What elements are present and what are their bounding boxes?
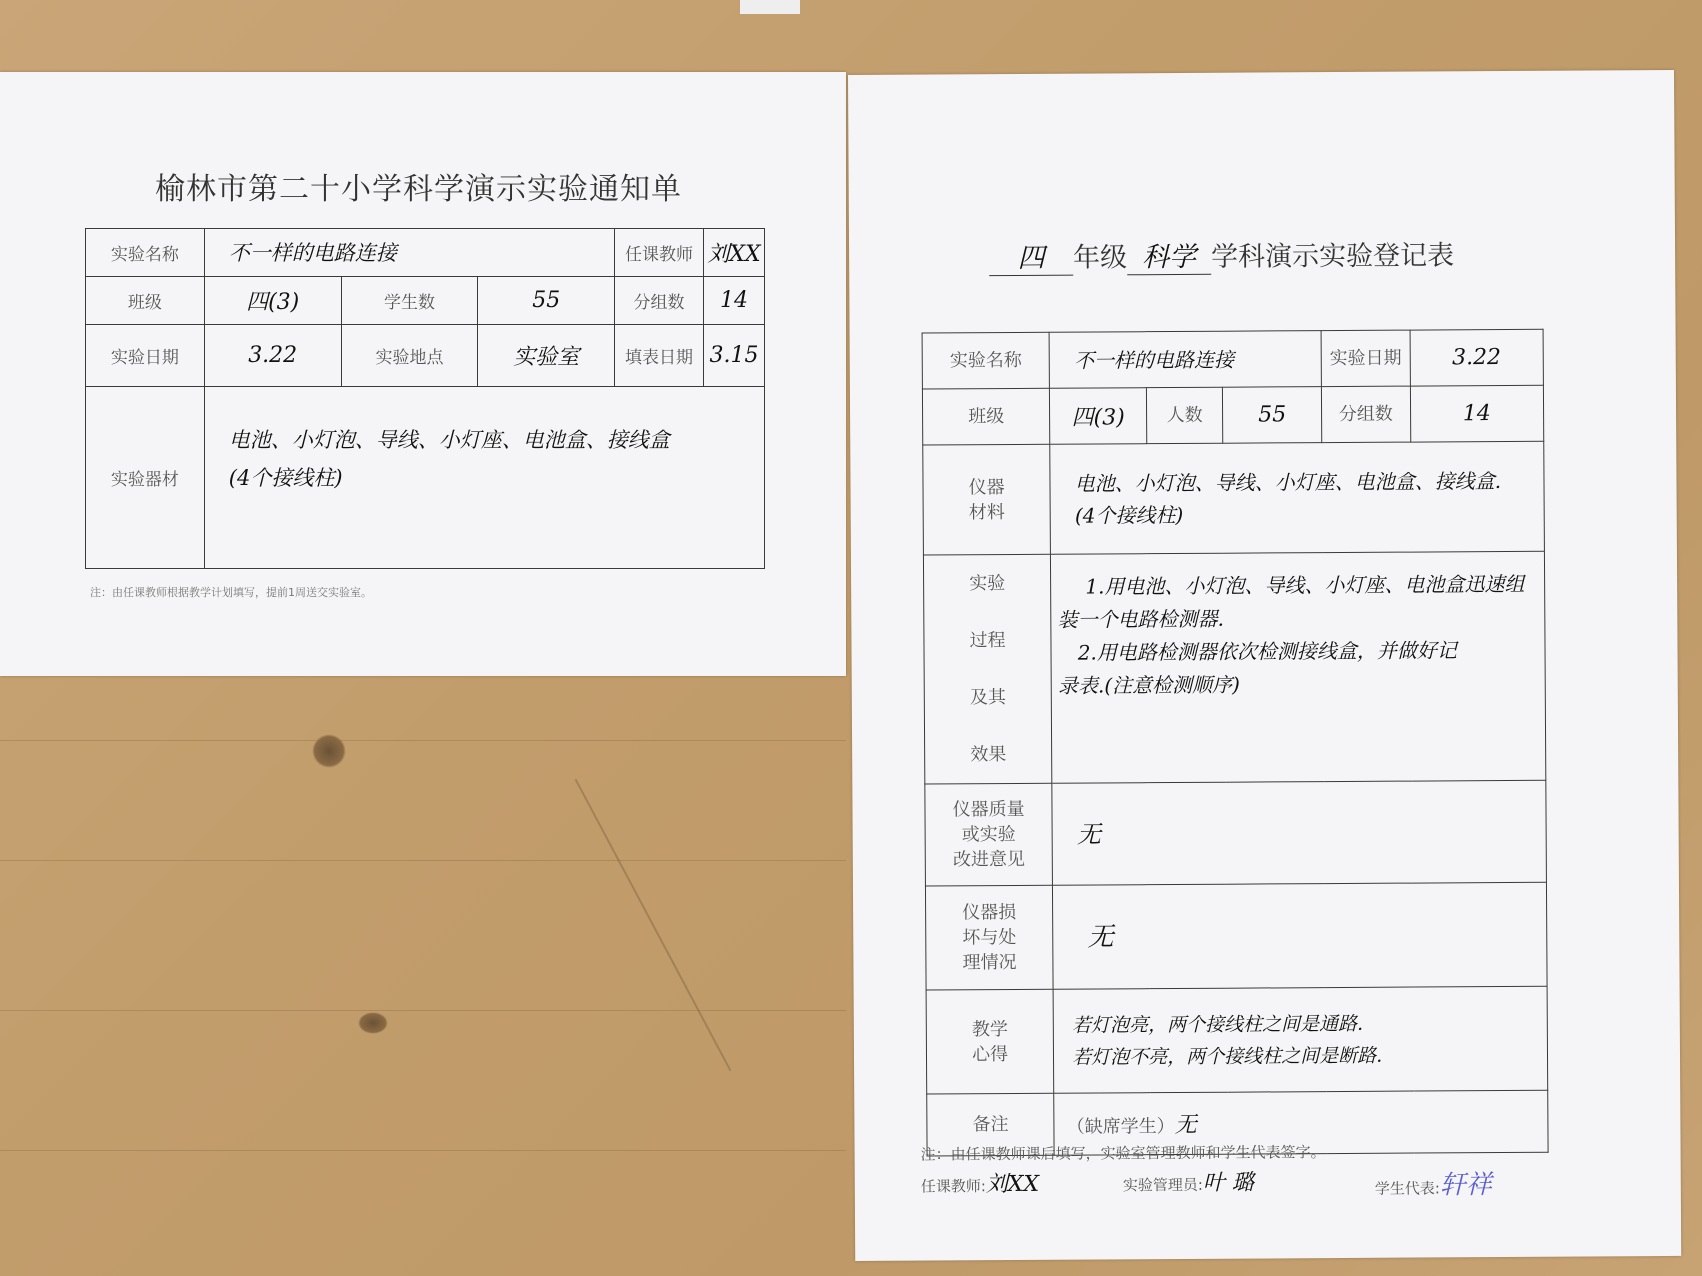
wood-knot [358,1012,388,1034]
value-materials [1050,441,1544,554]
value-materials [204,387,764,569]
student-signature-label: 学生代表: [1374,1179,1440,1198]
register-table [922,329,1549,1157]
label-line: 改进意见 [952,848,1025,871]
label-line: 心得 [972,1043,1009,1065]
label-teacher: 任课教师 [615,229,704,277]
value-experience [1053,986,1547,1093]
value-damage: 无 [1053,882,1547,989]
value-people: 55 [1223,387,1322,444]
label-date: 实验日期 [1321,330,1410,387]
value-students: 55 [478,277,615,325]
label-damage [925,885,1053,990]
value-class: 四(3) [204,277,341,325]
label-groups: 分组数 [1321,386,1410,443]
value-place: 实验室 [478,325,615,387]
grade-suffix: 年级 [1073,242,1128,274]
label-name: 实验名称 [86,229,205,277]
value-class: 四(3) [1050,388,1147,445]
label-name: 实验名称 [922,332,1050,389]
materials-line: (4个接线柱) [228,466,343,490]
wood-grain [0,740,846,741]
subject-value: 科学 [1127,235,1211,276]
notice-sheet [0,72,846,676]
notice-table [85,228,765,569]
wood-knot [312,734,346,768]
experience-line: 若灯泡亮，两个接线柱之间是通路. [1071,1012,1364,1037]
label-date: 实验日期 [86,325,205,387]
label-people: 人数 [1146,387,1223,443]
label-students: 学生数 [341,277,478,325]
label-line: 或实验 [961,823,1016,846]
process-line: 装一个电路检测器. [1057,606,1225,632]
materials-line: 电池、小灯泡、导线、小灯座、电池盒、接线盒. [1074,468,1502,496]
value-quality: 无 [1052,780,1546,885]
admin-signature [1123,1166,1254,1198]
value-name: 不一样的电路连接 [204,229,614,277]
teacher-signature-value: 刘XX [985,1171,1040,1198]
remark-value: 无 [1174,1112,1197,1139]
wood-grain [0,1150,846,1151]
label-process [923,554,1052,784]
label-line: 仪器 [968,476,1005,498]
label-line: 仪器质量 [952,798,1025,821]
absent-label: （缺席学生） [1066,1116,1175,1138]
student-signature [1375,1164,1492,1202]
label-line: 仪器损 [962,901,1017,924]
value-fill-date: 3.15 [703,325,764,387]
notice-footnote: 注：由任课教师根据教学计划填写，提前1周送交实验室。 [90,586,372,599]
student-signature-value: 轩祥 [1439,1170,1492,1201]
label-line: 效果 [970,744,1007,766]
label-place: 实验地点 [341,325,478,387]
label-fill-date: 填表日期 [615,325,704,387]
label-line: 材料 [968,501,1005,523]
experience-line: 若灯泡不亮，两个接线柱之间是断路. [1072,1044,1383,1069]
wood-grain [0,860,846,861]
value-date: 3.22 [204,325,341,387]
wood-crack [575,779,732,1071]
notice-title: 榆林市第二十小学科学演示实验通知单 [155,172,682,207]
label-line: 实验 [969,573,1006,595]
process-line: 2.用电路检测器依次检测接线盒，并做好记 [1077,638,1457,665]
label-class: 班级 [86,277,205,325]
materials-line: 电池、小灯泡、导线、小灯座、电池盒、接线盒 [228,428,670,452]
process-line: 录表.(注意检测顺序) [1057,672,1241,698]
label-class: 班级 [922,388,1050,445]
materials-line: (4个接线柱) [1074,502,1184,528]
teacher-signature [921,1167,1040,1199]
grade-value: 四 [989,236,1073,277]
value-process [1051,551,1546,783]
label-materials: 实验器材 [86,387,205,569]
label-groups: 分组数 [615,277,704,325]
register-sheet [848,70,1681,1261]
label-materials [923,444,1051,555]
label-line: 过程 [969,630,1006,652]
paper-scrap [740,0,800,14]
label-line: 教学 [971,1018,1009,1040]
value-groups: 14 [1410,385,1544,442]
value-date: 3.22 [1410,329,1544,386]
label-experience [926,989,1054,1094]
admin-signature-value: 叶 璐 [1202,1170,1254,1196]
label-line: 理情况 [962,951,1017,974]
register-title [989,233,1454,276]
label-line: 及其 [969,687,1006,709]
label-remark: 备注 [927,1093,1055,1156]
register-footnote: 注：由任课教师课后填写，实验室管理教师和学生代表签字。 [920,1143,1326,1164]
label-line: 坏与处 [962,926,1017,949]
teacher-signature-label: 任课教师: [920,1177,986,1196]
process-line: 1.用电池、小灯泡、导线、小灯座、电池盒迅速组 [1085,571,1525,599]
wood-grain [0,1010,846,1011]
value-groups: 14 [703,277,764,325]
label-quality [925,783,1053,886]
value-teacher: 刘XX [703,229,764,277]
title-suffix: 学科演示实验登记表 [1211,240,1455,273]
value-name: 不一样的电路连接 [1049,331,1321,389]
admin-signature-label: 实验管理员: [1122,1175,1203,1195]
